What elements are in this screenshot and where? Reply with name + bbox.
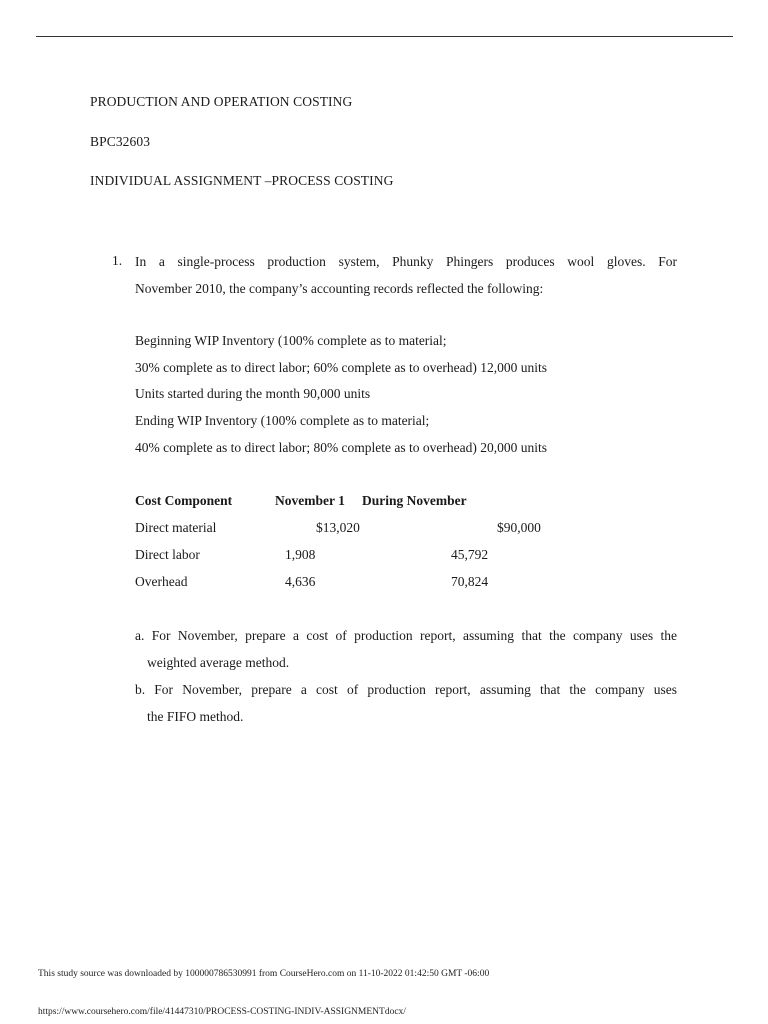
table-cell-component: Overhead bbox=[135, 574, 188, 589]
table-cell-november-1: 4,636 bbox=[285, 574, 316, 589]
sub-question-b bbox=[135, 676, 677, 730]
course-code: BPC32603 bbox=[90, 134, 151, 149]
table-cell-during-november: $90,000 bbox=[497, 520, 541, 535]
table-cell-november-1: 1,908 bbox=[285, 547, 316, 562]
data-line-beginning-wip-completion: 30% complete as to direct labor; 60% complete as to overhead) 12,000 units bbox=[135, 360, 548, 375]
data-line-ending-wip-completion: 40% complete as to direct labor; 80% complete as to overhead) 20,000 units bbox=[135, 440, 548, 455]
question-intro-line-2: November 2010, the company’s accounting records reflected the following: bbox=[135, 280, 544, 296]
table-header-november-1: November 1 bbox=[275, 493, 345, 508]
table-cell-component: Direct material bbox=[135, 520, 217, 535]
source-url[interactable]: https://www.coursehero.com/file/41447310/PROCESS-COSTING-INDIV-ASSIGNMENTdocx/ bbox=[38, 1007, 406, 1017]
table-cell-during-november: 70,824 bbox=[451, 574, 489, 589]
sub-question-a bbox=[135, 622, 677, 676]
data-line-ending-wip: Ending WIP Inventory (100% complete as to material; bbox=[135, 413, 430, 428]
question-number: 1. bbox=[112, 253, 123, 268]
table-cell-component: Direct labor bbox=[135, 547, 200, 562]
table-cell-november-1: $13,020 bbox=[316, 520, 360, 535]
question-intro-line-1: In a single-process production system, Phunky Phingers produces wool gloves. For bbox=[135, 254, 677, 269]
question-intro bbox=[135, 249, 677, 302]
sub-question-a-line-1: a. For November, prepare a cost of production report, assuming that the company uses the bbox=[135, 628, 677, 643]
data-line-units-started: Units started during the month 90,000 units bbox=[135, 386, 371, 401]
table-header-cost-component: Cost Component bbox=[135, 493, 233, 508]
sub-question-b-line-2: the FIFO method. bbox=[147, 709, 244, 724]
data-line-beginning-wip: Beginning WIP Inventory (100% complete as to material; bbox=[135, 333, 447, 348]
table-cell-during-november: 45,792 bbox=[451, 547, 489, 562]
sub-question-a-line-2: weighted average method. bbox=[147, 655, 290, 670]
table-header-during-november: During November bbox=[362, 493, 467, 508]
assignment-title: INDIVIDUAL ASSIGNMENT –PROCESS COSTING bbox=[90, 173, 394, 188]
download-note: This study source was downloaded by 100000786530991 from CourseHero.com on 11-10-2022 01:42:50 GMT -06:00 bbox=[38, 969, 490, 979]
header-divider bbox=[36, 36, 733, 37]
course-title: PRODUCTION AND OPERATION COSTING bbox=[90, 94, 353, 109]
sub-question-b-line-1: b. For November, prepare a cost of production report, assuming that the company uses bbox=[135, 682, 677, 697]
